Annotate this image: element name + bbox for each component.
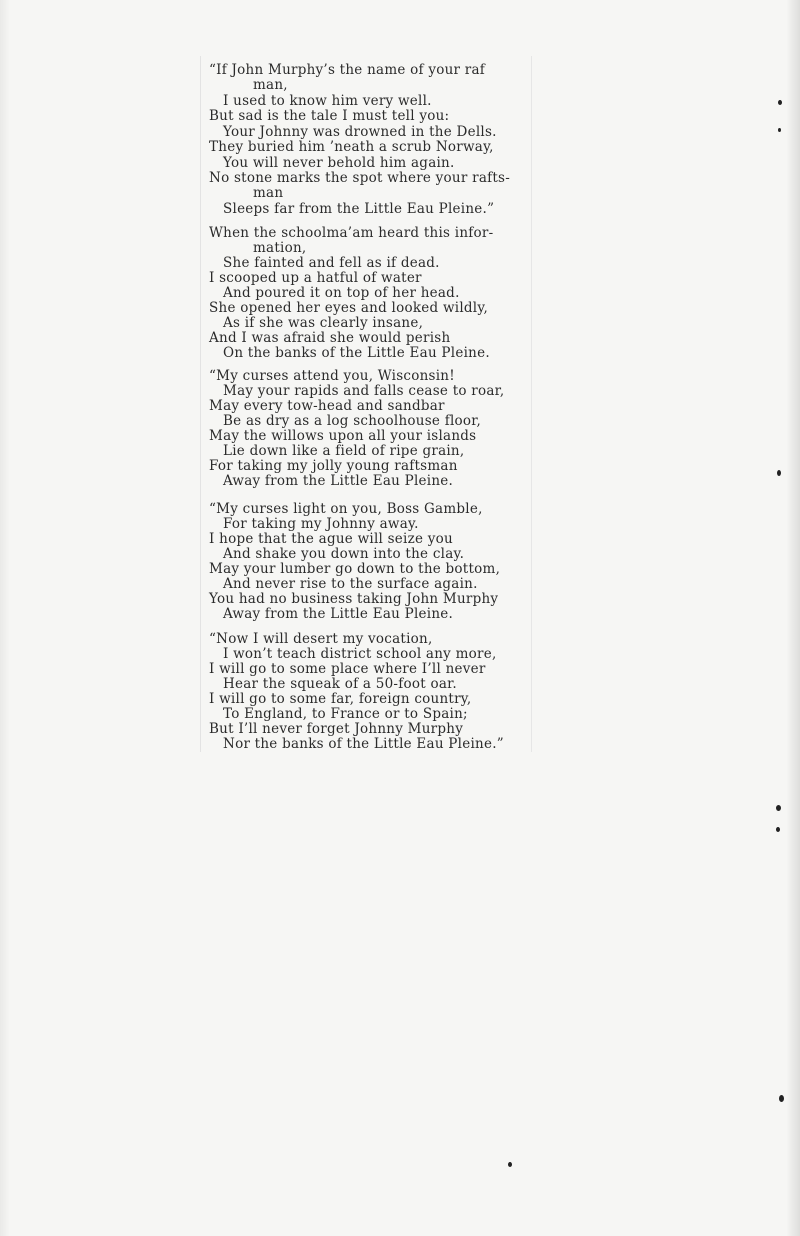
poem-line: I won’t teach district school any more, [223, 646, 497, 662]
poem-line: You had no business taking John Murphy [209, 591, 499, 607]
poem-line: When the schoolma’am heard this infor- [209, 225, 494, 241]
poem-line: man [253, 185, 284, 201]
poem-line: I will go to some far, foreign country, [209, 691, 472, 707]
scan-speck [779, 1095, 784, 1102]
poem-line: And never rise to the surface again. [223, 576, 478, 592]
poem-line: I scooped up a hatful of water [209, 270, 422, 286]
poem-line: And shake you down into the clay. [223, 546, 465, 562]
poem-line: But sad is the tale I must tell you: [209, 108, 450, 124]
poem-line: Away from the Little Eau Pleine. [223, 606, 454, 622]
poem-line: Your Johnny was drowned in the Dells. [223, 124, 497, 140]
poem-line: May your lumber go down to the bottom, [209, 561, 501, 577]
poem-line: They buried him ’neath a scrub Norway, [209, 139, 494, 155]
page-right-edge-shadow [786, 0, 800, 1236]
scan-speck [777, 470, 781, 476]
poem-line: May every tow-head and sandbar [209, 398, 445, 414]
poem-line: I will go to some place where I’ll never [209, 661, 486, 677]
poem-line: But I’ll never forget Johnny Murphy [209, 721, 464, 737]
poem-line: “My curses attend you, Wisconsin! [209, 368, 455, 384]
poem-line: May your rapids and falls cease to roar, [223, 383, 505, 399]
poem-line: Nor the banks of the Little Eau Pleine.” [223, 736, 504, 752]
poem-line: “Now I will desert my vocation, [209, 631, 433, 647]
poem-line: I used to know him very well. [223, 93, 432, 109]
scan-speck [778, 100, 782, 105]
scan-speck [776, 805, 781, 811]
poem-line: No stone marks the spot where your rafts- [209, 170, 511, 186]
poem-line: You will never behold him again. [223, 155, 455, 171]
scan-speck [508, 1162, 512, 1167]
poem-line: To England, to France or to Spain; [223, 706, 468, 722]
poem-line: man, [253, 77, 288, 93]
poem-line: She fainted and fell as if dead. [223, 255, 440, 271]
poem-line: For taking my jolly young raftsman [209, 458, 458, 474]
poem-line: She opened her eyes and looked wildly, [209, 300, 488, 316]
scan-speck [776, 827, 780, 832]
page-left-edge-shadow [0, 0, 10, 1236]
poem-line: For taking my Johnny away. [223, 516, 419, 532]
poem-line: “My curses light on you, Boss Gamble, [209, 501, 483, 517]
poem-line: On the banks of the Little Eau Pleine. [223, 345, 490, 361]
poem-line: mation, [253, 240, 307, 256]
poem-line: May the willows upon all your islands [209, 428, 477, 444]
poem-line: Away from the Little Eau Pleine. [223, 473, 454, 489]
scan-speck [778, 128, 781, 132]
poem-line: “If John Murphy’s the name of your raf [209, 62, 486, 78]
newspaper-clipping [200, 56, 532, 752]
poem-line: Be as dry as a log schoolhouse floor, [223, 413, 482, 429]
poem-line: And I was afraid she would perish [209, 330, 451, 346]
poem-line: Hear the squeak of a 50-foot oar. [223, 676, 457, 692]
poem-line: And poured it on top of her head. [223, 285, 460, 301]
poem-line: Sleeps far from the Little Eau Pleine.” [223, 201, 495, 217]
poem-line: Lie down like a field of ripe grain, [223, 443, 465, 459]
poem-line: As if she was clearly insane, [223, 315, 424, 331]
poem-line: I hope that the ague will seize you [209, 531, 453, 547]
